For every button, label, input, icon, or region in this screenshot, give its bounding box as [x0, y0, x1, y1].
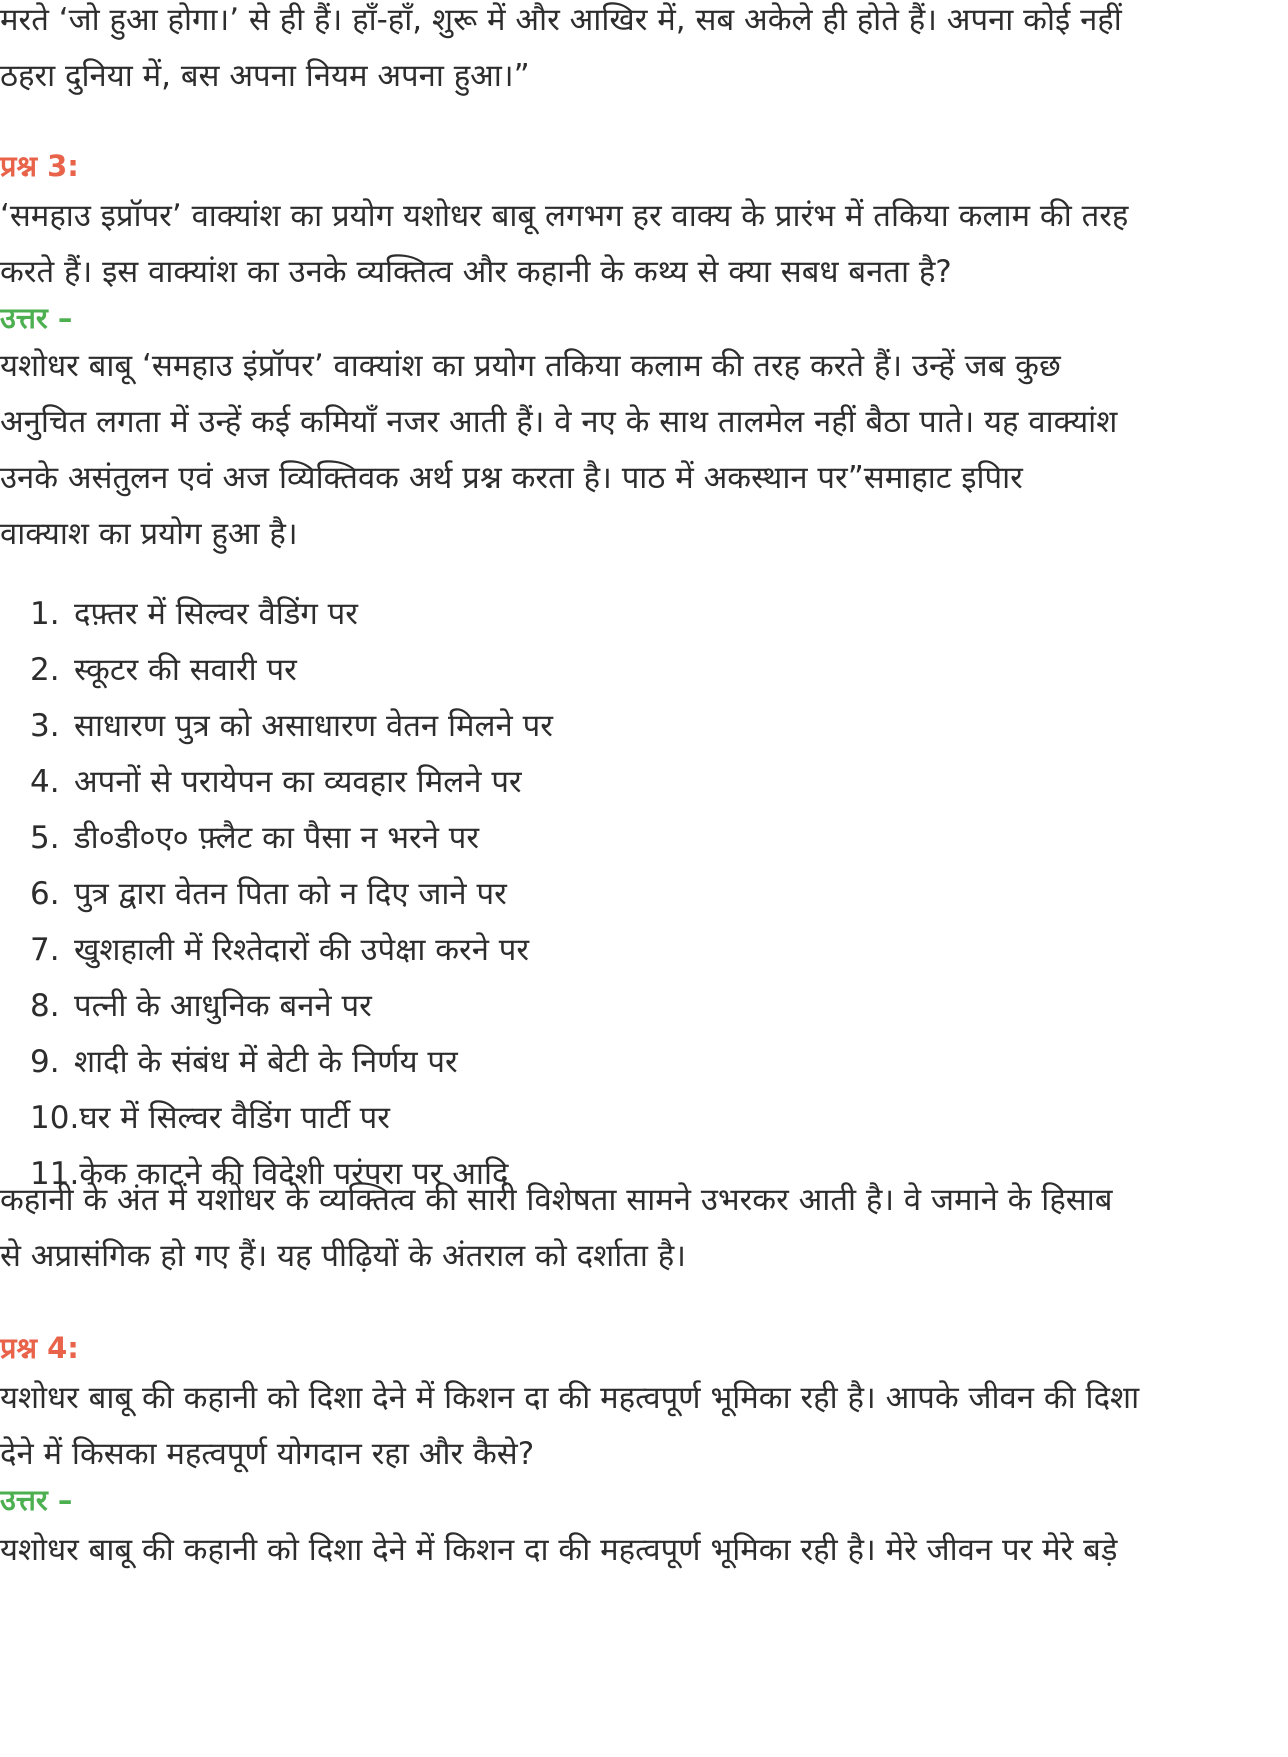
answer-3-line-1: यशोधर बाबू ‘समहाउ इंप्रॉपर’ वाक्यांश का प्रयोग तकिया कलाम की तरह करते हैं। उन्हें जब कुछ [0, 348, 1061, 384]
answer-3-line-2: अनुचित लगता में उन्हें कई कमियाँ नजर आती हैं। वे नए के साथ तालमेल नहीं बैठा पाते। यह वाक्यांश [0, 404, 1118, 440]
list-item-number: 3. [30, 708, 60, 744]
list-item-number: 11. [30, 1156, 80, 1192]
list-item [30, 978, 1270, 1034]
list-item-number: 7. [30, 932, 60, 968]
list-item-number: 2. [30, 652, 60, 688]
question-4-label: प्रश्न 4: [0, 1331, 79, 1365]
answer-4-heading-block [0, 1472, 1288, 1528]
answer-4-label: उत्तर – [0, 1483, 73, 1517]
answer-3-line-3: उनके असंतुलन एवं अज व्यिक्तिवक अर्थ प्रश्न करता है। पाठ में अकस्थान पर”समाहाट इपािर [0, 460, 1023, 496]
list-item [30, 922, 1270, 978]
list-item [30, 1034, 1270, 1090]
list-item-text: शादी के संबंध में बेटी के निर्णय पर [74, 1044, 458, 1080]
answer-3-numbered-list [30, 586, 1270, 1202]
list-item-text: पुत्र द्वारा वेतन पिता को न दिए जाने पर [74, 876, 507, 912]
question-3-heading-block [0, 138, 1288, 194]
question-3-line-1: ‘समहाउ इप्रॉपर’ वाक्यांश का प्रयोग यशोधर बाबू लगभग हर वाक्य के प्रारंभ में तकिया कलाम की तरह [0, 198, 1129, 234]
list-item-number: 10. [30, 1100, 80, 1136]
list-item [30, 586, 1270, 642]
question-4-heading-block [0, 1320, 1288, 1376]
list-item [30, 642, 1270, 698]
answer-3-label: उत्तर – [0, 301, 73, 335]
answer-4-line-1: यशोधर बाबू की कहानी को दिशा देने में किशन दा की महत्वपूर्ण भूमिका रही है। मेरे जीवन पर मेरे बड़े [0, 1532, 1118, 1568]
answer-3-line-4: वाक्याश का प्रयोग हुआ है। [0, 516, 298, 552]
question-3-label: प्रश्न 3: [0, 149, 79, 183]
list-item-number: 4. [30, 764, 60, 800]
list-item-text: पत्नी के आधुनिक बनने पर [74, 988, 372, 1024]
list-item [30, 810, 1270, 866]
list-item-text: अपनों से परायेपन का व्यवहार मिलने पर [74, 764, 522, 800]
question-3-text [0, 188, 1288, 300]
list-item-number: 1. [30, 596, 60, 632]
list-item [30, 1090, 1270, 1146]
list-item [30, 698, 1270, 754]
answer-3-paragraph [0, 338, 1288, 562]
list-item-text: खुशहाली में रिश्तेदारों की उपेक्षा करने पर [74, 932, 530, 968]
list-item-text: डी०डी०ए० फ़्लैट का पैसा न भरने पर [74, 820, 480, 856]
list-item-text: साधारण पुत्र को असाधारण वेतन मिलने पर [74, 708, 553, 744]
closing-line-2: से अप्रासंगिक हो गए हैं। यह पीढ़ियों के अंतराल को दर्शाता है। [0, 1238, 687, 1274]
question-3-line-2: करते हैं। इस वाक्यांश का उनके व्यक्तित्व और कहानी के कथ्य से क्या सबध बनता है? [0, 254, 952, 290]
list-item-number: 5. [30, 820, 60, 856]
intro-line-2: ठहरा दुनिया में, बस अपना नियम अपना हुआ।” [0, 58, 530, 94]
list-item-number: 9. [30, 1044, 60, 1080]
question-4-text [0, 1370, 1288, 1482]
closing-line-1: कहानी के अंत में यशोधर के व्यक्तित्व की सारी विशेषता सामने उभरकर आती है। वे जमाने के हिसाब [0, 1182, 1113, 1218]
question-4-line-2: देने में किसका महत्वपूर्ण योगदान रहा और कैसे? [0, 1436, 535, 1472]
intro-line-1: मरते ‘जो हुआ होगा।’ से ही हैं। हाँ-हाँ, शुरू में और आखिर में, सब अकेले ही होते हैं। अपना कोई नहीं [0, 2, 1122, 38]
list-item-number: 8. [30, 988, 60, 1024]
answer-4-paragraph [0, 1522, 1288, 1578]
list-item-text: दफ़्तर में सिल्वर वैडिंग पर [74, 596, 358, 632]
question-4-line-1: यशोधर बाबू की कहानी को दिशा देने में किशन दा की महत्वपूर्ण भूमिका रही है। आपके जीवन की दिशा [0, 1380, 1140, 1416]
list-item [30, 754, 1270, 810]
list-item-text: केक काटने की विदेशी परंपरा पर आदि [79, 1156, 509, 1192]
list-item-number: 6. [30, 876, 60, 912]
answer-3-closing-paragraph [0, 1172, 1288, 1284]
list-item-text: घर में सिल्वर वैडिंग पार्टी पर [79, 1100, 390, 1136]
list-item-text: स्कूटर की सवारी पर [74, 652, 297, 688]
intro-paragraph [0, 0, 1288, 104]
list-item [30, 866, 1270, 922]
